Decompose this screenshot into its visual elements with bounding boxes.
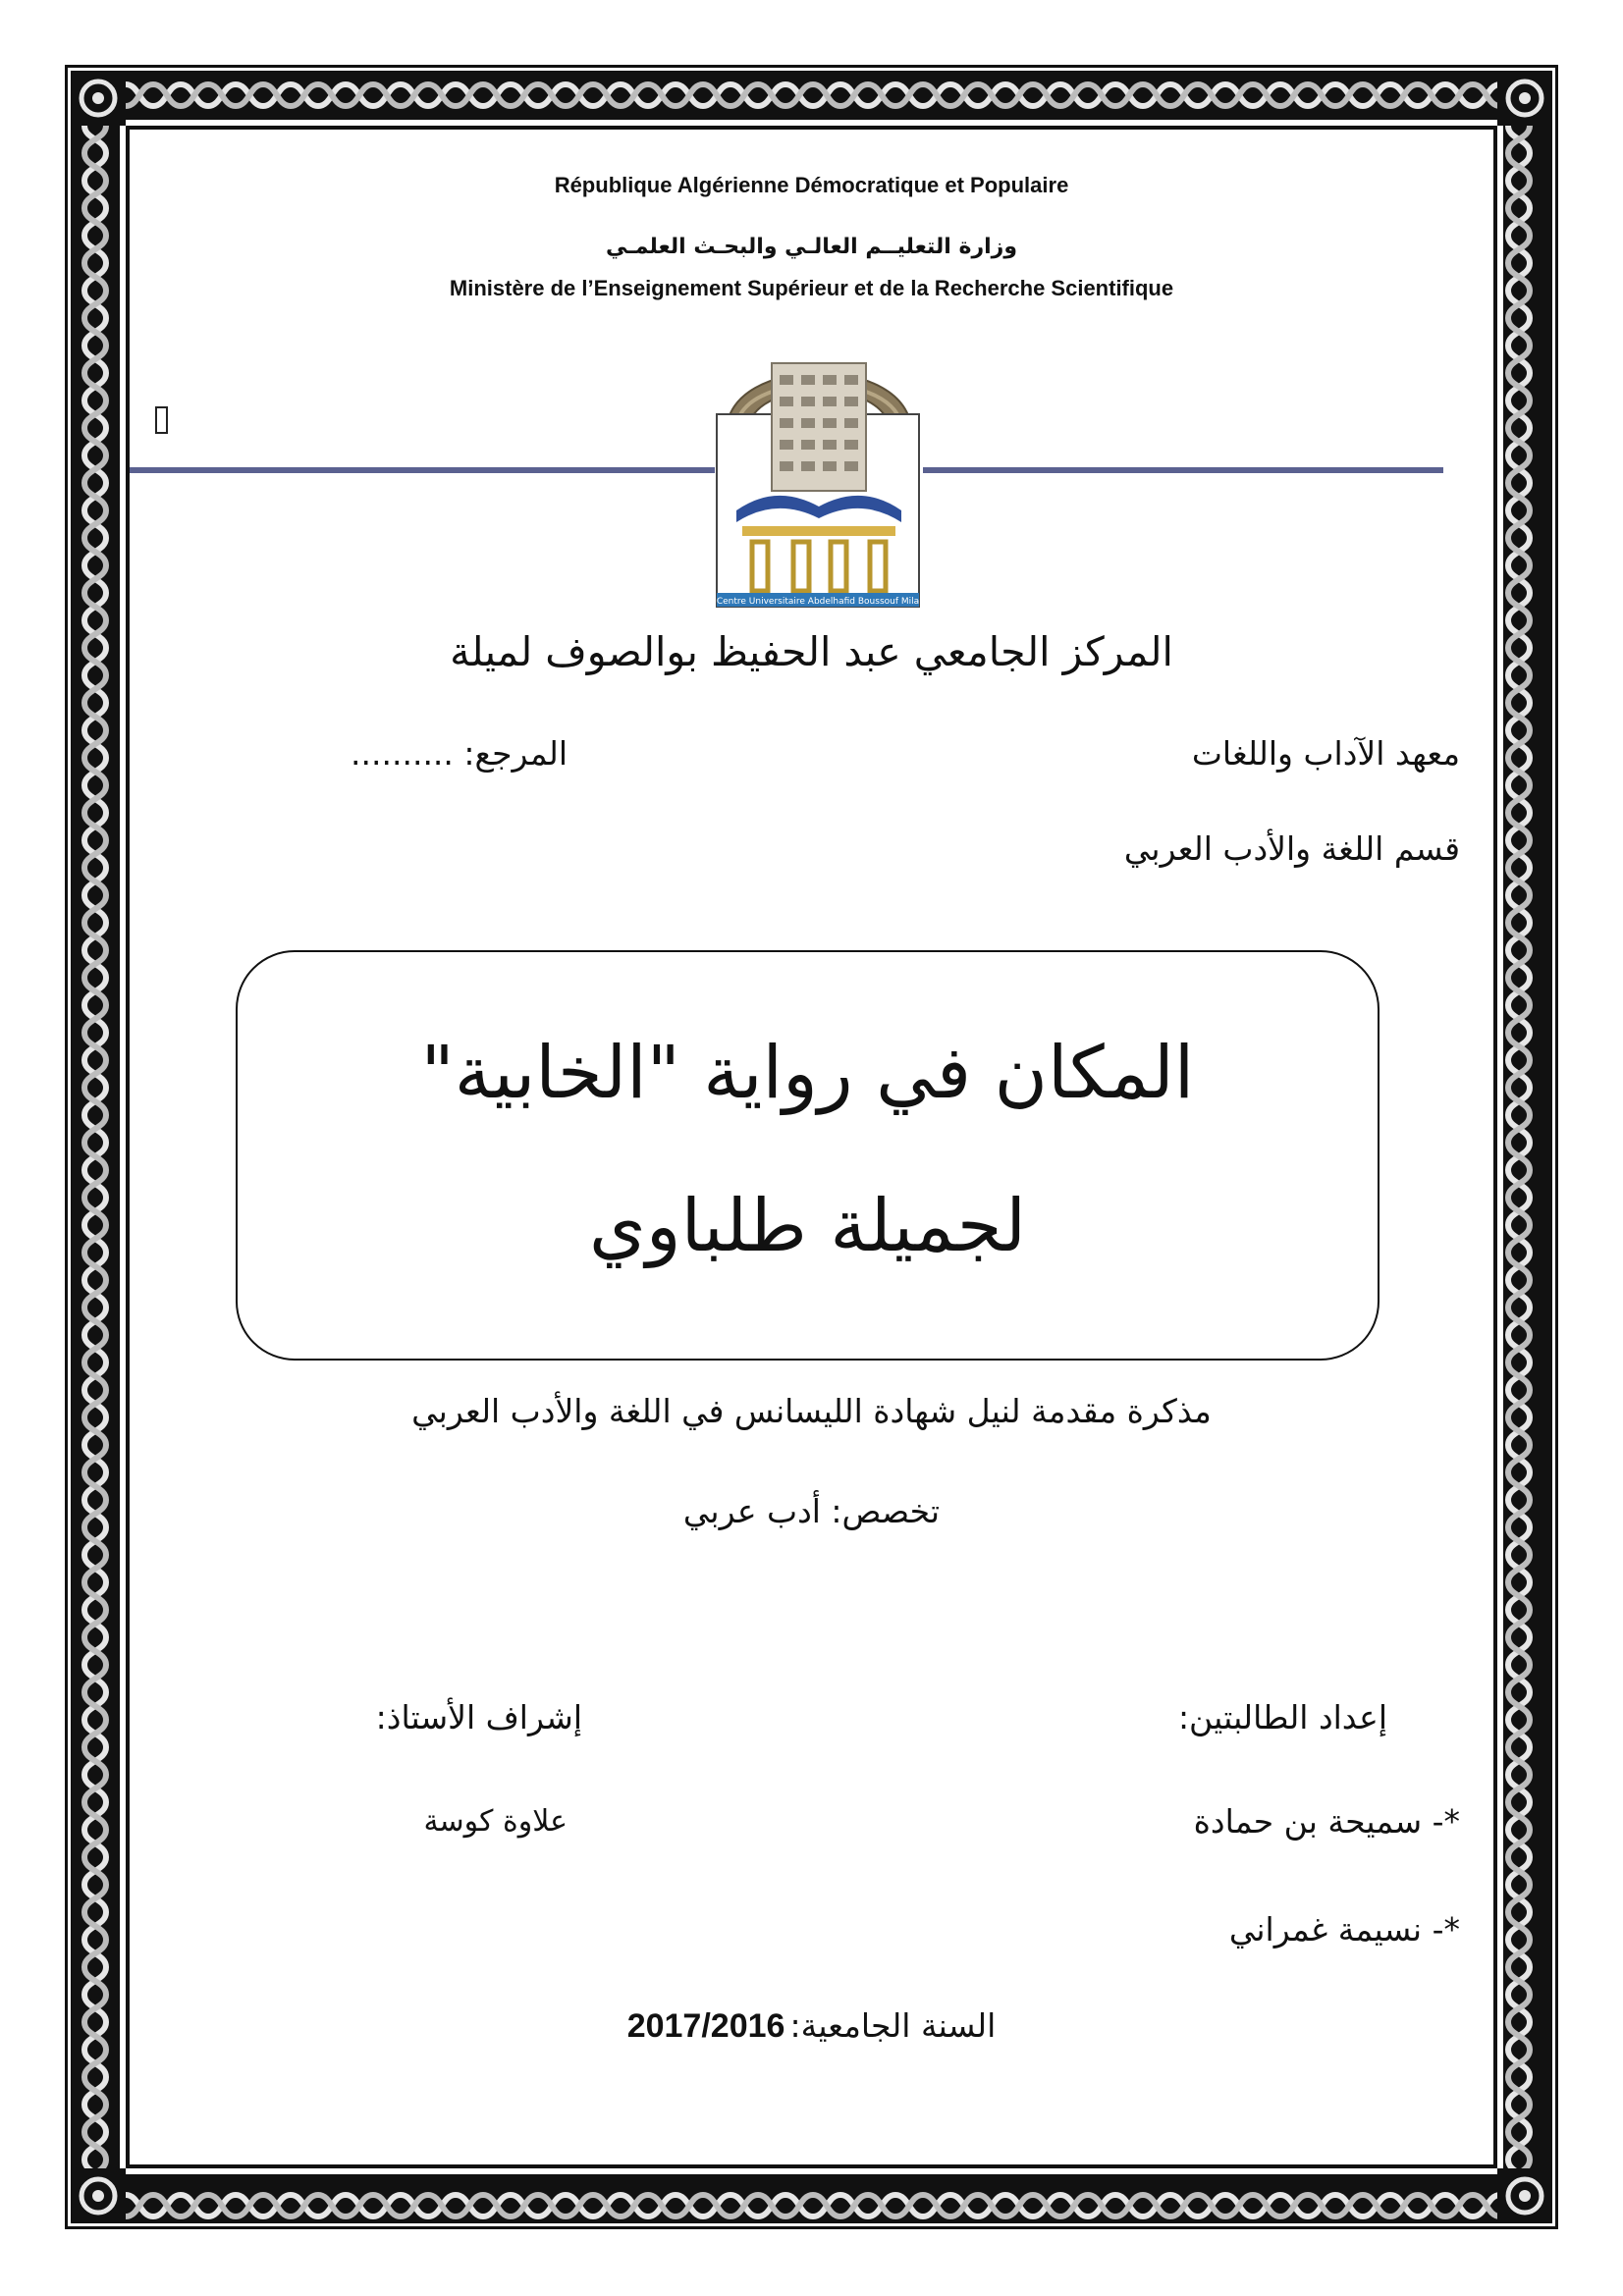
institute-name: معهد الآداب واللغات	[1191, 734, 1460, 773]
memo-purpose: مذكرة مقدمة لنيل شهادة الليسانس في اللغة والأدب العربي	[411, 1392, 1212, 1430]
specialty: تخصص: أدب عربي	[682, 1492, 941, 1530]
academic-year-label: السنة الجامعية:	[789, 2006, 997, 2045]
ministry-heading-arabic: وزارة التعليــم العالـي والبحـث العلمـي	[606, 235, 1017, 259]
supervisor-label: إشراف الأستاذ:	[375, 1698, 582, 1736]
student-name-2: *- نسيمة غمراني	[1228, 1910, 1460, 1949]
placeholder-glyph-icon	[155, 406, 168, 434]
ministry-heading-french: Ministère de l’Enseignement Supérieur et de la Recherche Scientifique	[449, 276, 1174, 300]
academic-year-value: 2017/2016	[626, 2007, 785, 2045]
logo-caption: Centre Universitaire Abdelhafid Boussouf Mila	[716, 597, 920, 607]
academic-year	[0, 2006, 1623, 2046]
students-label: إعداد الطالبتين:	[1177, 1698, 1387, 1736]
thesis-title-box	[236, 950, 1380, 1361]
thesis-title-line-2: لجميلة طلباوي	[588, 1184, 1027, 1268]
header-rule-left	[130, 467, 715, 473]
university-logo	[715, 324, 923, 611]
department-name: قسم اللغة والأدب العربي	[1123, 829, 1460, 868]
republic-heading: République Algérienne Démocratique et Populaire	[554, 173, 1069, 197]
supervisor-name: علاوة كوسة	[423, 1804, 568, 1839]
reference-field: المرجع: ..........	[351, 734, 568, 773]
header-rule-right	[923, 467, 1443, 473]
university-name: المركز الجامعي عبد الحفيظ بوالصوف لميلة	[450, 628, 1173, 675]
thesis-title-line-1: المكان في رواية "الخابية"	[420, 1031, 1195, 1115]
student-name-1: *- سميحة بن حمادة	[1193, 1802, 1460, 1841]
